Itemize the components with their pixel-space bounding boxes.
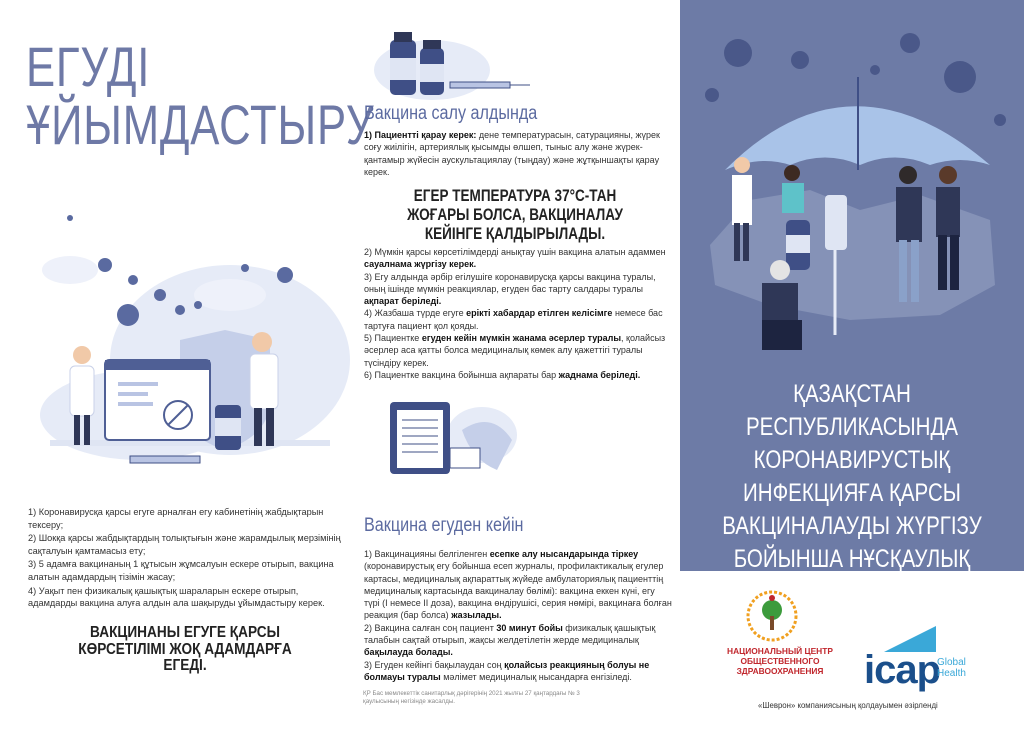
list-item: 4) Уақыт пен физикалық қашықтық шараларын ескере отырып, адамдарды вакцина алуға алдын ала шақыруды ұйымдастыру керек. — [28, 585, 325, 609]
national-center-name: НАЦИОНАЛЬНЫЙ ЦЕНТР ОБЩЕСТВЕННОГО ЗДРАВООХРАНЕНИЯ — [727, 646, 833, 676]
list-item: 6) Пациентке вакцина бойынша ақпараты бар жаднама беріледі. — [364, 369, 641, 380]
icap-subtitle: Global Health — [937, 657, 966, 679]
icap-logo-text: icap — [864, 648, 941, 692]
contraindication-note: ВАКЦИНАНЫ ЕГУГЕ ҚАРСЫ КӨРСЕТІЛІМІ ЖОҚ АДАМДАРҒА ЕГЕДІ. — [78, 624, 292, 674]
before-paragraph-1 — [364, 129, 672, 178]
before-list — [364, 246, 672, 381]
after-vaccination-heading: Вакцина егуден кейін — [364, 515, 524, 536]
temperature-warning: ЕГЕР ТЕМПЕРАТУРА 37°С-ТАН ЖОҒАРЫ БОЛСА, ВАКЦИНАЛАУ КЕЙІНГЕ ҚАЛДЫРЫЛАДЫ. — [407, 187, 623, 243]
after-list — [364, 548, 672, 683]
umbrella-illustration — [690, 15, 1014, 370]
main-title — [26, 35, 375, 156]
list-item: 5) Пациентке егуден кейін мүмкін жанама әсерлер туралы, қолайсыз әсерлер аса қатты болса медициналық көмек алу қажеттігі туралы түсіндіру керек. — [364, 333, 666, 368]
main-title-line2: ҰЙЫМДАСТЫРУ — [26, 93, 375, 156]
text: дене температурасын, сатурацияны, жүрек соғу жиілігін, артериялық қысымды өлшеп, тыныс алу және жүрек-қантамыр жүйесін аускультациялау (тыңдау) және жұтқыншақты қарау керек. — [364, 130, 660, 177]
organization-list — [28, 506, 346, 611]
list-item: 4) Жазбаша түрде егуге ерікті хабардар етілген келісімге немесе бас тартуға пациент қол қояды. — [364, 308, 663, 331]
list-item: 1) Коронавирусқа қарсы егуге арналған егу кабинетінің жабдықтарын тексеру; — [28, 507, 324, 530]
list-item: 3) Егуден кейінгі бақылаудан соң қолайсыз реакцияның болуы не болмауы туралы мәлімет медициналық нысандарға енгізіледі. — [364, 659, 650, 682]
list-item: 2) Мүмкін қарсы көрсетілімдерді анықтау үшін вакцина алатын адаммен сауалнама жүргізу керек. — [364, 247, 666, 270]
sponsor-note: «Шеврон» компаниясының қолдауымен әзірленді — [758, 701, 938, 710]
main-title-line1: ЕГУДІ — [26, 35, 151, 98]
legal-footnote: ҚР Бас мемлекеттік санитарлық дәрігерінің 2021 жылғы 27 қаңтардағы № 3 қаулысының негізінде жасалды. — [363, 690, 580, 705]
clipboard-illustration — [372, 390, 532, 490]
organization-illustration — [30, 210, 350, 480]
before-vaccination-heading: Вакцина салу алдында — [364, 103, 538, 124]
list-item: 1) Вакцинацияны белгіленген есепке алу нысандарында тіркеу (коронавирустық егу бойынша есеп журналы, профилактикалық егулер картасы, медициналық ақпараттық жүйеде амбулаториялық пациенттің медициналық картасында вакциналау бөлімі): вакцина еккен күні, егу түрі (I немесе II доза), вакцина өндірушісі, серия нөмірі, вакцинаға болған реакция (бар болса) жазылады. — [364, 549, 672, 621]
vaccine-vials-illustration — [372, 20, 532, 100]
national-center-logo — [744, 588, 800, 644]
cover-title: ҚАЗАҚСТАН РЕСПУБЛИКАСЫНДА КОРОНАВИРУСТЫҚ ИНФЕКЦИЯҒА ҚАРСЫ ВАКЦИНАЛАУДЫ ЖҮРГІЗУ БОЙЫНША НҰСҚАУЛЫҚ — [722, 380, 982, 573]
list-item: 3) Егу алдында әрбір егілушіге коронавирусқа қарсы вакцина туралы, оның ішінде мүмкін реакциялар, егуден бас тарту салдары туралы ақпарат беріледі. — [364, 271, 656, 307]
list-item: 2) Шокқа қарсы жабдықтардың толықтығын және жарамдылық мерзімінің сақталуын қамтамасыз ету; — [28, 533, 341, 556]
list-item: 3) 5 адамға вакцинаның 1 құтысын жұмсалуын ескере отырып, вакцина алатын адамдардың тізімін жасау; — [28, 559, 334, 582]
list-item: 2) Вакцина салған соң пациент 30 минут бойы физикалық қашықтық талабын сақтай отырып, жақсы желдетілетін жерде медициналық бақылауда болады. — [364, 622, 656, 658]
bold-text: 1) Пациентті қарау керек: — [364, 130, 477, 140]
